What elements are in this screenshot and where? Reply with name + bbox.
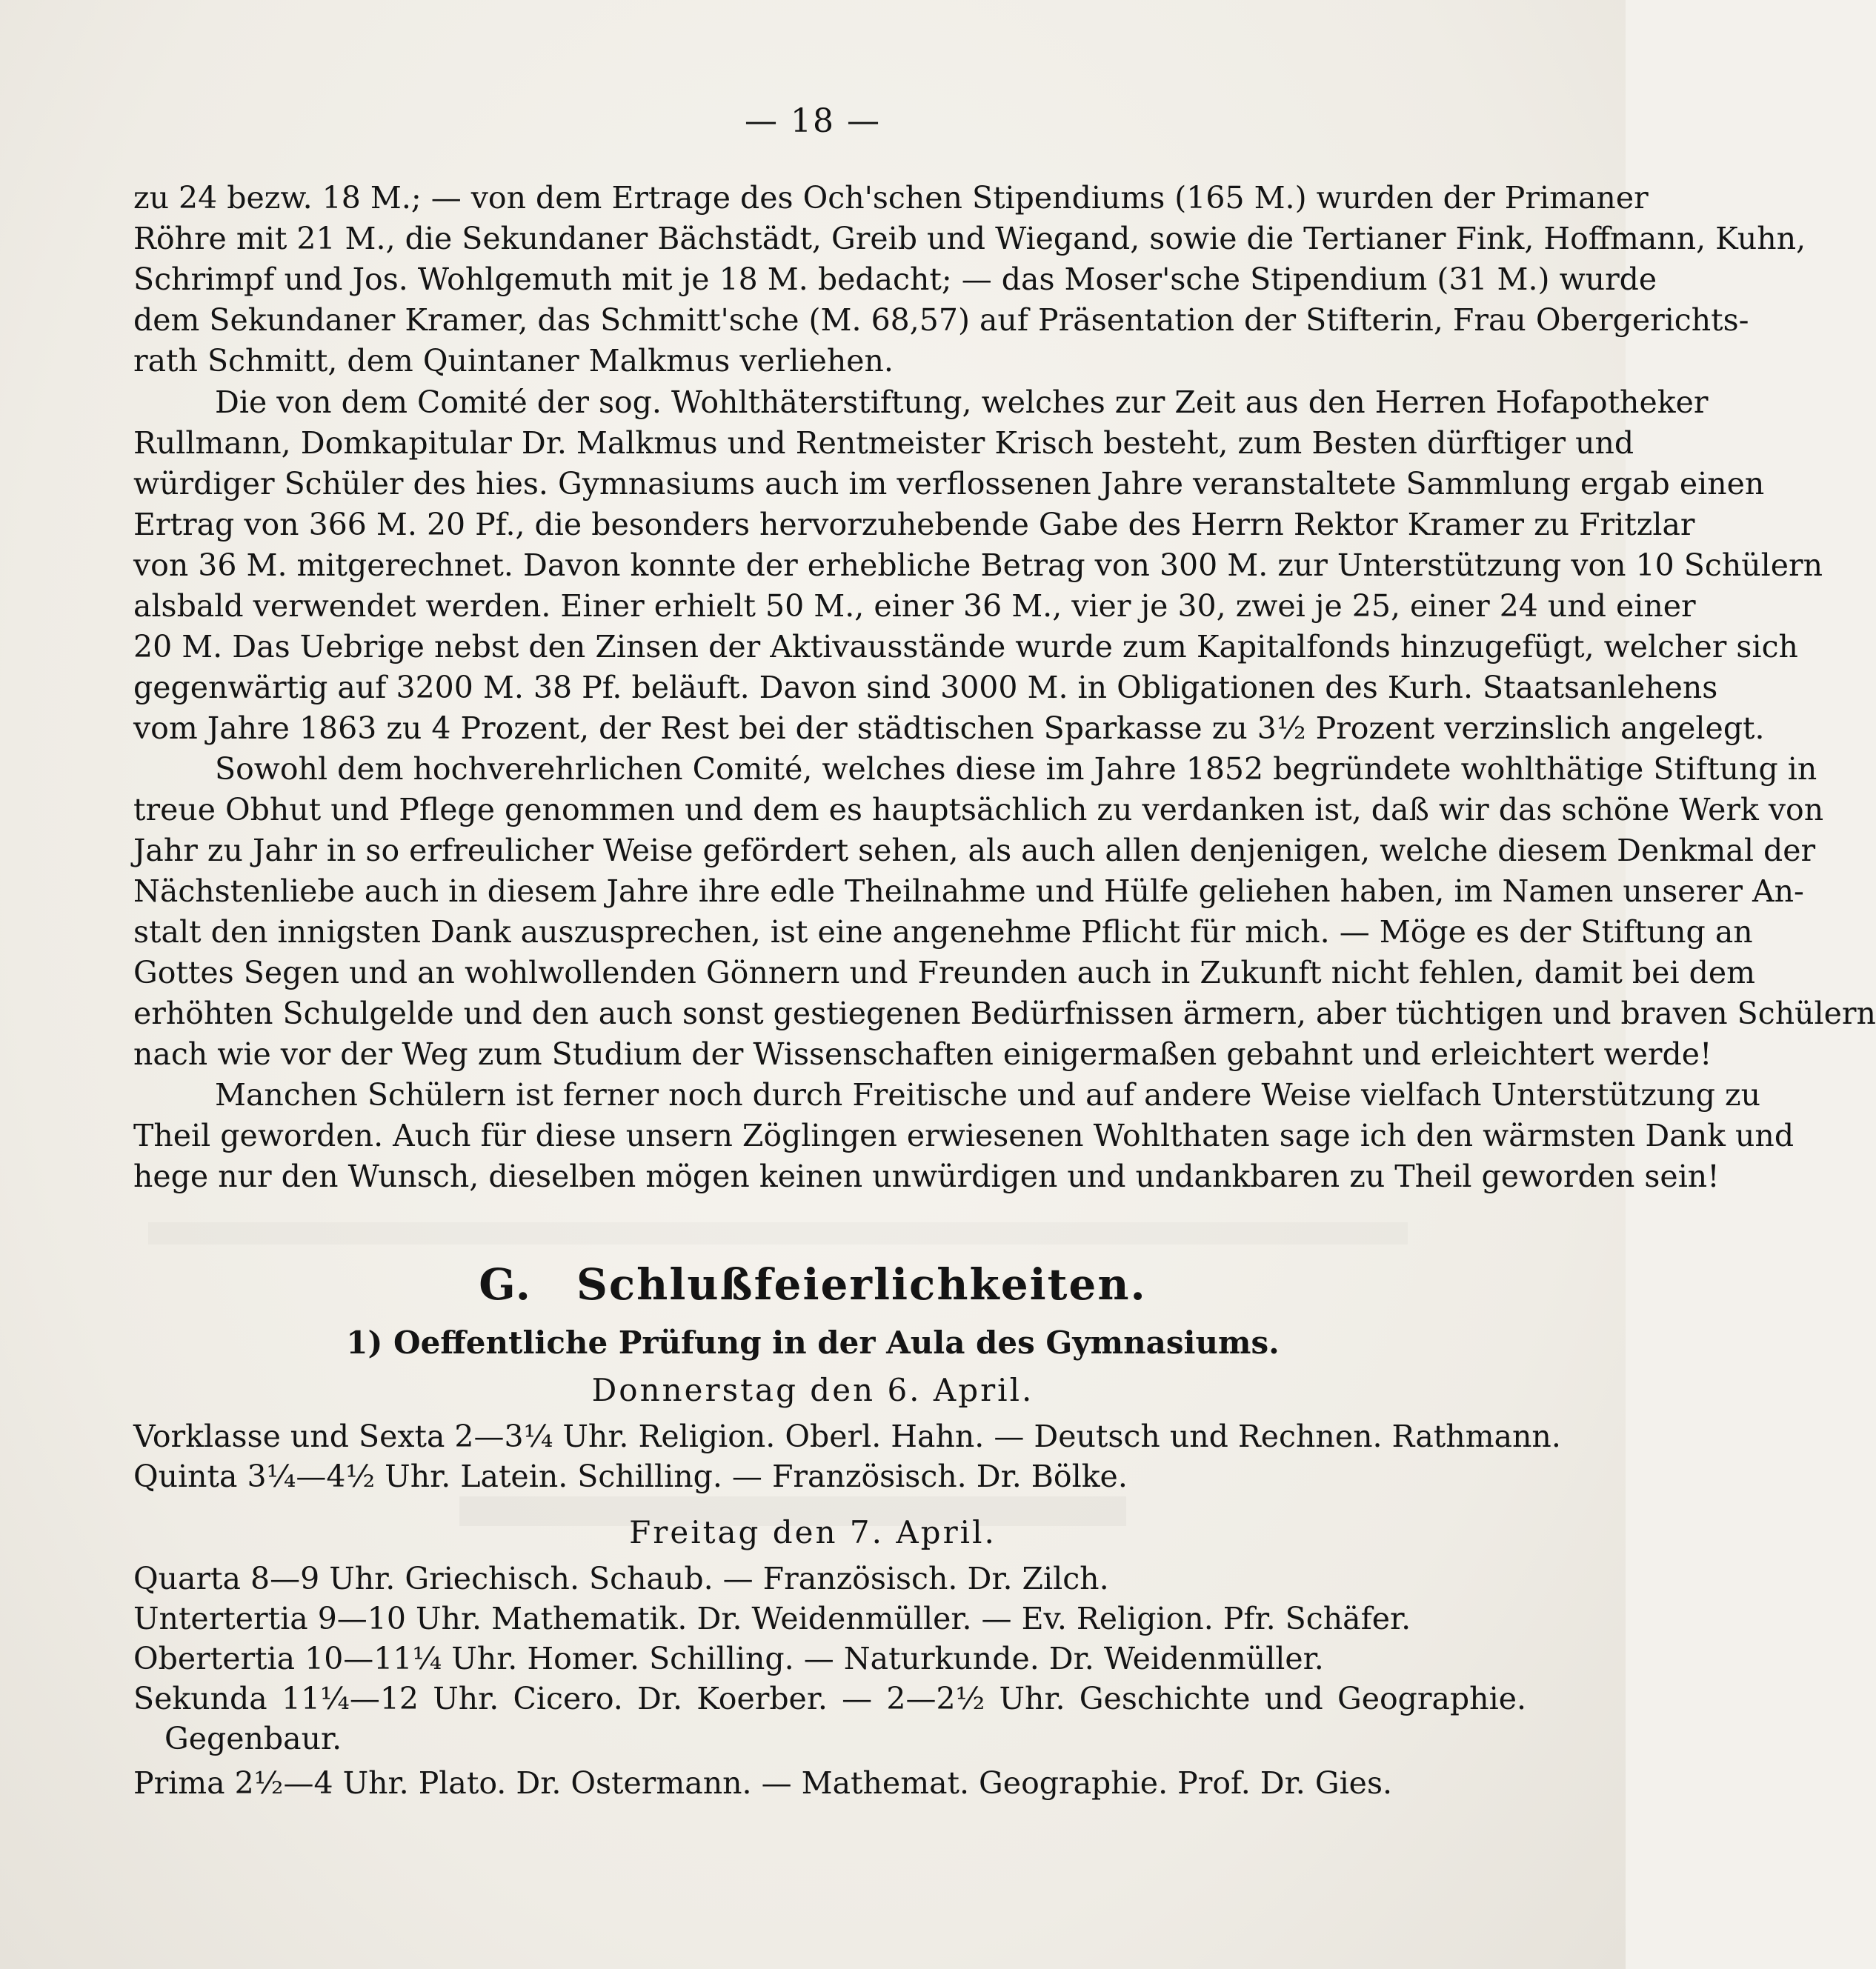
section-subtitle: 1) Oeffentliche Prüfung in der Aula des Gymnasiums. (346, 1325, 1280, 1361)
schedule-entry: Untertertia 9—10 Uhr. Mathematik. Dr. Weidenmüller. — Ev. Religion. Pfr. Schäfer. (133, 1601, 1411, 1636)
schedule-day-heading: Donnerstag den 6. April. (591, 1372, 1034, 1408)
page-number: — 18 — (745, 102, 881, 140)
text-line: von 36 M. mitgerechnet. Davon konnte der erhebliche Betrag von 300 M. zur Unterstützung von 10 Schülern (133, 547, 1823, 583)
text-line: rath Schmitt, dem Quintaner Malkmus verliehen. (133, 343, 894, 379)
text-line: treue Obhut und Pflege genommen und dem es hauptsächlich zu verdanken ist, daß wir das schöne Werk von (133, 792, 1824, 827)
schedule-day-heading: Freitag den 7. April. (629, 1514, 997, 1550)
text-line: gegenwärtig auf 3200 M. 38 Pf. beläuft. Davon sind 3000 M. in Obligationen des Kurh. Staatsanlehens (133, 670, 1718, 705)
text-line: Gottes Segen und an wohlwollenden Gönnern und Freunden auch in Zukunft nicht fehlen, damit bei dem (133, 955, 1755, 990)
schedule-entry-continuation: Gegenbaur. (164, 1721, 342, 1756)
text-line: alsbald verwendet werden. Einer erhielt 50 M., einer 36 M., vier je 30, zwei je 25, einer 24 und einer (133, 588, 1696, 624)
text-line: 20 M. Das Uebrige nebst den Zinsen der Aktivausstände wurde zum Kapitalfonds hinzugefügt, welcher sich (133, 629, 1798, 664)
text-line: hege nur den Wunsch, dieselben mögen keinen unwürdigen und undankbaren zu Theil geworden sein! (133, 1159, 1720, 1194)
text-line: Nächstenliebe auch in diesem Jahre ihre edle Theilnahme und Hülfe geliehen haben, im Namen unserer An- (133, 873, 1804, 909)
schedule-entry: Quinta 3¼—4½ Uhr. Latein. Schilling. — Französisch. Dr. Bölke. (133, 1459, 1128, 1494)
text-line: dem Sekundaner Kramer, das Schmitt'sche (M. 68,57) auf Präsentation der Stifterin, Frau Obergerichts- (133, 302, 1749, 338)
text-line: Schrimpf und Jos. Wohlgemuth mit je 18 M. bedacht; — das Moser'sche Stipendium (31 M.) wurde (133, 261, 1657, 297)
text-line: Die von dem Comité der sog. Wohlthäterstiftung, welches zur Zeit aus den Herren Hofapotheker (215, 384, 1709, 420)
section-letter: G. (479, 1259, 532, 1310)
text-line: Ertrag von 366 M. 20 Pf., die besonders hervorzuhebende Gabe des Herrn Rektor Kramer zu Fritzlar (133, 507, 1695, 542)
bleed-through-shade (148, 1222, 1408, 1245)
text-line: vom Jahre 1863 zu 4 Prozent, der Rest bei der städtischen Sparkasse zu 3½ Prozent verzinslich angelegt. (133, 710, 1765, 746)
text-line: Sowohl dem hochverehrlichen Comité, welches diese im Jahre 1852 begründete wohlthätige Stiftung in (215, 751, 1817, 787)
text-line: Theil geworden. Auch für diese unsern Zöglingen erwiesenen Wohlthaten sage ich den wärmsten Dank und (133, 1118, 1794, 1153)
text-line: zu 24 bezw. 18 M.; — von dem Ertrage des Och'schen Stipendiums (165 M.) wurden der Primaner (133, 180, 1649, 216)
schedule-entry: Prima 2½—4 Uhr. Plato. Dr. Ostermann. — Mathemat. Geographie. Prof. Dr. Gies. (133, 1765, 1393, 1801)
text-line: stalt den innigsten Dank auszusprechen, ist eine angenehme Pflicht für mich. — Möge es der Stiftung an (133, 914, 1753, 950)
text-line: Rullmann, Domkapitular Dr. Malkmus und Rentmeister Krisch besteht, zum Besten dürftiger und (133, 425, 1634, 461)
schedule-entry: Sekunda 11¼—12 Uhr. Cicero. Dr. Koerber. — 2—2½ Uhr. Geschichte und Geographie. (133, 1681, 1526, 1716)
text-line: würdiger Schüler des hies. Gymnasiums auch im verflossenen Jahre veranstaltete Sammlung ergab einen (133, 466, 1765, 502)
section-title: Schlußfeierlichkeiten. (576, 1259, 1147, 1310)
section-heading (0, 1259, 1626, 1310)
text-line: Röhre mit 21 M., die Sekundaner Bächstädt, Greib und Wiegand, sowie die Tertianer Fink, Hoffmann, Kuhn, (133, 221, 1806, 256)
schedule-entry: Vorklasse und Sexta 2—3¼ Uhr. Religion. Oberl. Hahn. — Deutsch und Rechnen. Rathmann. (133, 1419, 1561, 1454)
text-line: Jahr zu Jahr in so erfreulicher Weise gefördert sehen, als auch allen denjenigen, welche diesem Denkmal der (133, 833, 1816, 868)
schedule-entry: Quarta 8—9 Uhr. Griechisch. Schaub. — Französisch. Dr. Zilch. (133, 1561, 1109, 1596)
schedule-entry: Obertertia 10—11¼ Uhr. Homer. Schilling. — Naturkunde. Dr. Weidenmüller. (133, 1641, 1324, 1676)
text-line: nach wie vor der Weg zum Studium der Wissenschaften einigermaßen gebahnt und erleichtert werde! (133, 1036, 1712, 1072)
text-line: erhöhten Schulgelde und den auch sonst gestiegenen Bedürfnissen ärmern, aber tüchtigen und braven Schülern (133, 996, 1876, 1031)
text-line: Manchen Schülern ist ferner noch durch Freitische und auf andere Weise vielfach Unterstützung zu (215, 1077, 1761, 1113)
